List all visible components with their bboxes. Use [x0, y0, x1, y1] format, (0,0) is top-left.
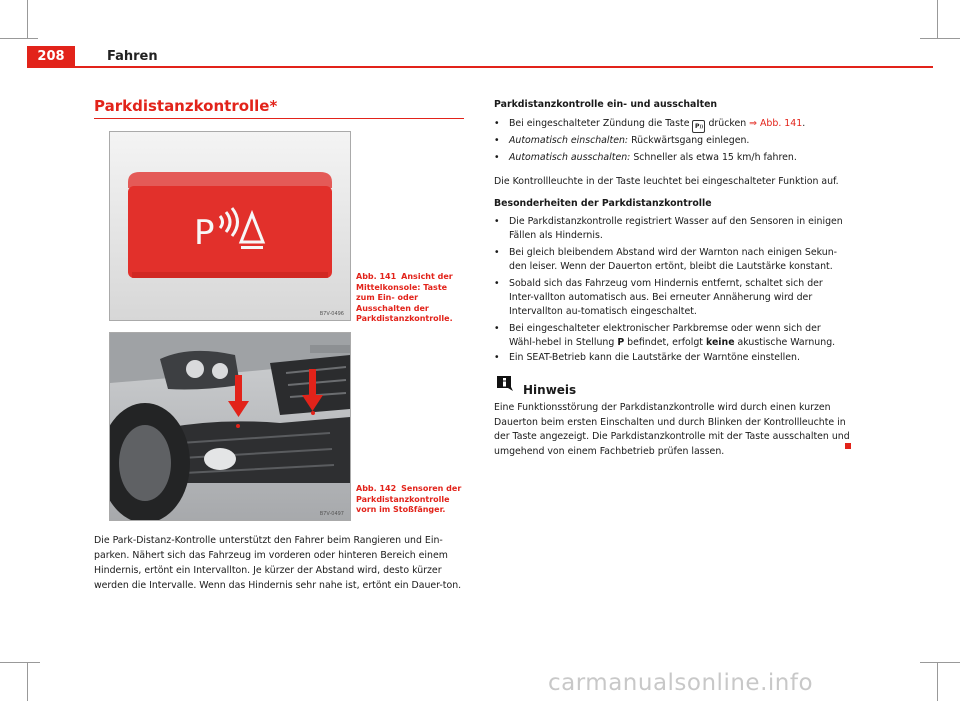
figure-code: B7V-0496	[319, 311, 344, 317]
figure-code: B7V-0497	[319, 511, 344, 517]
bullet-dot: •	[494, 323, 500, 334]
header-rule	[75, 66, 933, 68]
title-rule	[94, 118, 464, 119]
intro-paragraph: Die Park-Distanz-Kontrolle unterstützt den Fahrer beim Rangieren und Ein-parken. Nähert sich das Fahrzeug im vorderen oder hinteren Bereich einem Hindernis, ertönt ein Intervallton. Je kürzer der Abstand wird, desto kürzer werden die Intervalle. Wenn das Hindernis sehr nahe ist, ertönt ein Dauer-ton.	[94, 535, 462, 591]
section-title: Fahren	[107, 49, 158, 64]
figure-142-caption	[356, 484, 466, 516]
figure-number: Abb. 141	[356, 272, 397, 281]
page-title: Parkdistanzkontrolle*	[94, 97, 278, 115]
lamp-paragraph: Die Kontrollleuchte in der Taste leuchtet bei eingeschalteter Funktion auf.	[494, 176, 839, 187]
figure-141-caption	[356, 272, 466, 325]
special-heading: Besonderheiten der Parkdistanzkontrolle	[494, 198, 712, 209]
bullet-auto-on: • Automatisch einschalten: Rückwärtsgang einlegen.	[494, 135, 750, 146]
bullet-dot: •	[494, 278, 500, 289]
bullet-onoff-button: • Bei eingeschalteter Zündung die Taste P)) drücken ⇒ Abb. 141.	[494, 117, 850, 133]
bullet-dot: •	[494, 118, 500, 129]
bullet-auto-off: • Automatisch ausschalten: Schneller als etwa 15 km/h fahren.	[494, 152, 797, 163]
note-text: Eine Funktionsstörung der Parkdistanzkontrolle wird durch einen kurzen Dauerton beim ersten Einschalten und durch Blinken der Kontrollleuchte in der Taste angezeigt. Die Parkdistanzkontrolle mit der Taste ausschalten und umgehend von einem Fachbetrieb prüfen lassen.	[494, 402, 850, 457]
bullet-dot: •	[494, 247, 500, 258]
parking-button-icon: P))	[692, 120, 705, 133]
bullet-special-3: • Sobald sich das Fahrzeug vom Hindernis entfernt, schaltet sich der Inter-vallton automatisch aus. Bei erneuter Annäherung wird der Intervallton au-tomatisch eingeschaltet.	[494, 278, 823, 317]
bullet-special-4: • Bei eingeschalteter elektronischer Parkbremse oder wenn sich der Wähl-hebel in Stellung P befindet, erfolgt keine akustische Warnung.	[494, 323, 836, 348]
figure-link[interactable]: ⇒ Abb. 141	[749, 118, 803, 129]
bullet-dot: •	[494, 152, 500, 163]
bullet-dot: •	[494, 352, 500, 363]
caption-text: Ansicht der Mittelkonsole: Taste zum Ein- oder Ausschalten der Parkdistanzkontrolle.	[356, 272, 453, 323]
front-bumper-photo	[110, 333, 350, 520]
figure-number: Abb. 142	[356, 484, 397, 493]
onoff-heading: Parkdistanzkontrolle ein- und ausschalten	[494, 99, 718, 110]
figure-141-image	[109, 131, 351, 321]
parking-button-illustration	[110, 132, 350, 320]
bullet-dot: •	[494, 216, 500, 227]
bullet-special-2: • Bei gleich bleibendem Abstand wird der Warnton nach einigen Sekun-den leiser. Wenn der Dauerton ertönt, bleibt die Lautstärke konstant.	[494, 247, 838, 272]
watermark: carmanualsonline.info	[548, 670, 814, 696]
svg-text:P: P	[194, 213, 215, 253]
note-title: Hinweis	[523, 383, 577, 397]
bullet-special-1: • Die Parkdistanzkontrolle registriert Wasser auf den Sensoren in einigen Fällen als Hindernis.	[494, 216, 843, 241]
figure-142-image	[109, 332, 351, 521]
section-end-mark	[845, 443, 851, 449]
bullet-special-5: • Ein SEAT-Betrieb kann die Lautstärke der Warntöne einstellen.	[494, 352, 800, 363]
page-number: 208	[27, 46, 75, 68]
caption-text: Sensoren der Parkdistanzkontrolle vorn im Stoßfänger.	[356, 484, 462, 514]
info-note-icon	[495, 373, 515, 393]
bullet-dot: •	[494, 135, 500, 146]
